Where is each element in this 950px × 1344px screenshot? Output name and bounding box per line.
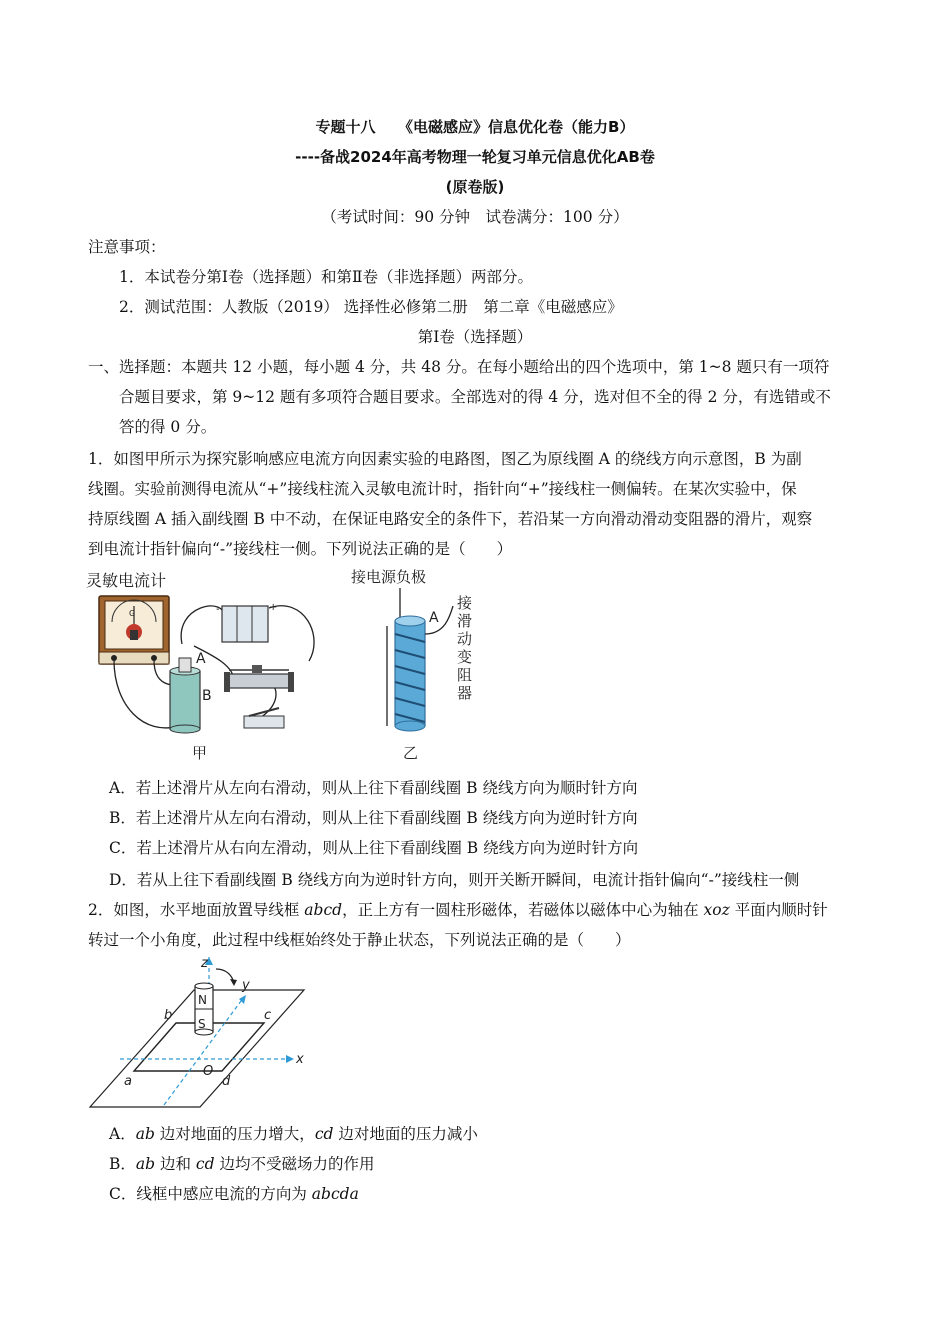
exam-info: （考试时间：90 分钟 试卷满分：100 分）: [321, 208, 629, 226]
notes-item-1: 1．本试卷分第Ⅰ卷（选择题）和第Ⅱ卷（非选择题）两部分。: [119, 268, 534, 286]
q1-figure-yi: [345, 566, 495, 766]
page-edition: (原卷版): [445, 178, 505, 196]
svg-text:阻: 阻: [457, 666, 473, 684]
svg-text:动: 动: [457, 630, 473, 648]
svg-text:N: N: [198, 993, 207, 1007]
q2-option-b: B．ab 边和 cd 边均不受磁场力的作用: [109, 1155, 375, 1173]
q1-stem-line-4: 到电流计指针偏向“-”接线柱一侧。下列说法正确的是（ ）: [88, 540, 513, 558]
svg-text:滑: 滑: [457, 612, 473, 630]
section-intro-line-3: 答的得 0 分。: [119, 418, 217, 436]
svg-text:c: c: [264, 1008, 272, 1023]
section-intro-line-2: 合题目要求，第 9~12 题有多项符合题目要求。全部选对的得 4 分，选对但不全的得 2 分，有选错或不: [119, 388, 831, 406]
notes-heading: 注意事项：: [88, 238, 166, 256]
svg-text:A: A: [196, 651, 206, 667]
notes-item-2: 2．测试范围：人教版（2019） 选择性必修第二册 第二章《电磁感应》: [119, 298, 623, 316]
q2-option-a: A．ab 边对地面的压力增大，cd 边对地面的压力减小: [109, 1125, 478, 1143]
q2-figure: [84, 955, 314, 1115]
page-title: 专题十八 《电磁感应》信息优化卷（能力B）: [315, 118, 635, 136]
q2-option-c: C．线框中感应电流的方向为 abcda: [109, 1185, 359, 1203]
q2-stem-line-1: 2．如图，水平地面放置导线框 abcd，正上方有一圆柱形磁体，若磁体以磁体中心为轴在 xoz 平面内顺时针: [88, 901, 828, 919]
svg-text:b: b: [164, 1008, 173, 1023]
q1-figure-jia: [84, 566, 334, 766]
rheostat-icon: [224, 665, 294, 692]
svg-text:d: d: [222, 1074, 231, 1089]
battery-icon: [216, 602, 277, 642]
svg-text:B: B: [202, 688, 212, 704]
svg-text:z: z: [201, 956, 208, 971]
q1-stem-line-3: 持原线圈 A 插入副线圈 B 中不动，在保证电路安全的条件下，若沿某一方向滑动滑动变阻器的滑片，观察: [88, 510, 813, 528]
coil-a-icon: [387, 588, 453, 731]
q1-stem-line-1: 1．如图甲所示为探究影响感应电流方向因素实验的电路图，图乙为原线圈 A 的绕线方向示意图，B 为副: [88, 450, 802, 468]
svg-text:x: x: [296, 1052, 304, 1067]
coil-b-icon: [170, 658, 200, 733]
svg-text:器: 器: [457, 684, 473, 702]
q1-option-a: A．若上述滑片从左向右滑动，则从上往下看副线圈 B 绕线方向为顺时针方向: [109, 779, 638, 797]
svg-text:y: y: [242, 978, 250, 993]
page-subtitle: ----备战2024年高考物理一轮复习单元信息优化AB卷: [295, 148, 655, 166]
svg-text:G: G: [129, 609, 136, 618]
yi-side-label: [457, 594, 472, 702]
figure-jia-caption: 甲: [192, 744, 208, 762]
switch-icon: [244, 708, 284, 728]
galvanometer-icon: [99, 596, 169, 664]
svg-text:S: S: [198, 1017, 206, 1031]
section-title: 第Ⅰ卷（选择题）: [417, 328, 533, 346]
q1-option-b: B．若上述滑片从左向右滑动，则从上往下看副线圈 B 绕线方向为逆时针方向: [109, 809, 638, 827]
q1-option-d: D．若从上往下看副线圈 B 绕线方向为逆时针方向，则开关断开瞬间，电流计指针偏向“-”接线柱一侧: [109, 871, 800, 889]
yi-top-label: 接电源负极: [351, 568, 427, 586]
section-intro-line-1: 一、选择题：本题共 12 小题，每小题 4 分，共 48 分。在每小题给出的四个选项中，第 1~8 题只有一项符: [88, 358, 830, 376]
svg-text:a: a: [124, 1074, 132, 1089]
svg-text:O: O: [203, 1064, 214, 1079]
meter-label: 灵敏电流计: [86, 571, 167, 590]
figure-yi-caption: 乙: [403, 744, 419, 762]
q1-option-c: C．若上述滑片从右向左滑动，则从上往下看副线圈 B 绕线方向为逆时针方向: [109, 839, 639, 857]
svg-text:A: A: [429, 610, 439, 626]
svg-text:-: -: [216, 604, 220, 615]
svg-text:变: 变: [457, 648, 473, 666]
q2-stem-line-2: 转过一个小角度，此过程中线框始终处于静止状态，下列说法正确的是（ ）: [88, 931, 631, 949]
svg-text:+: +: [269, 602, 278, 613]
svg-text:接: 接: [457, 594, 473, 612]
q1-stem-line-2: 线圈。实验前测得电流从“+”接线柱流入灵敏电流计时，指针向“+”接线柱一侧偏转。在某次实验中，保: [88, 480, 797, 498]
